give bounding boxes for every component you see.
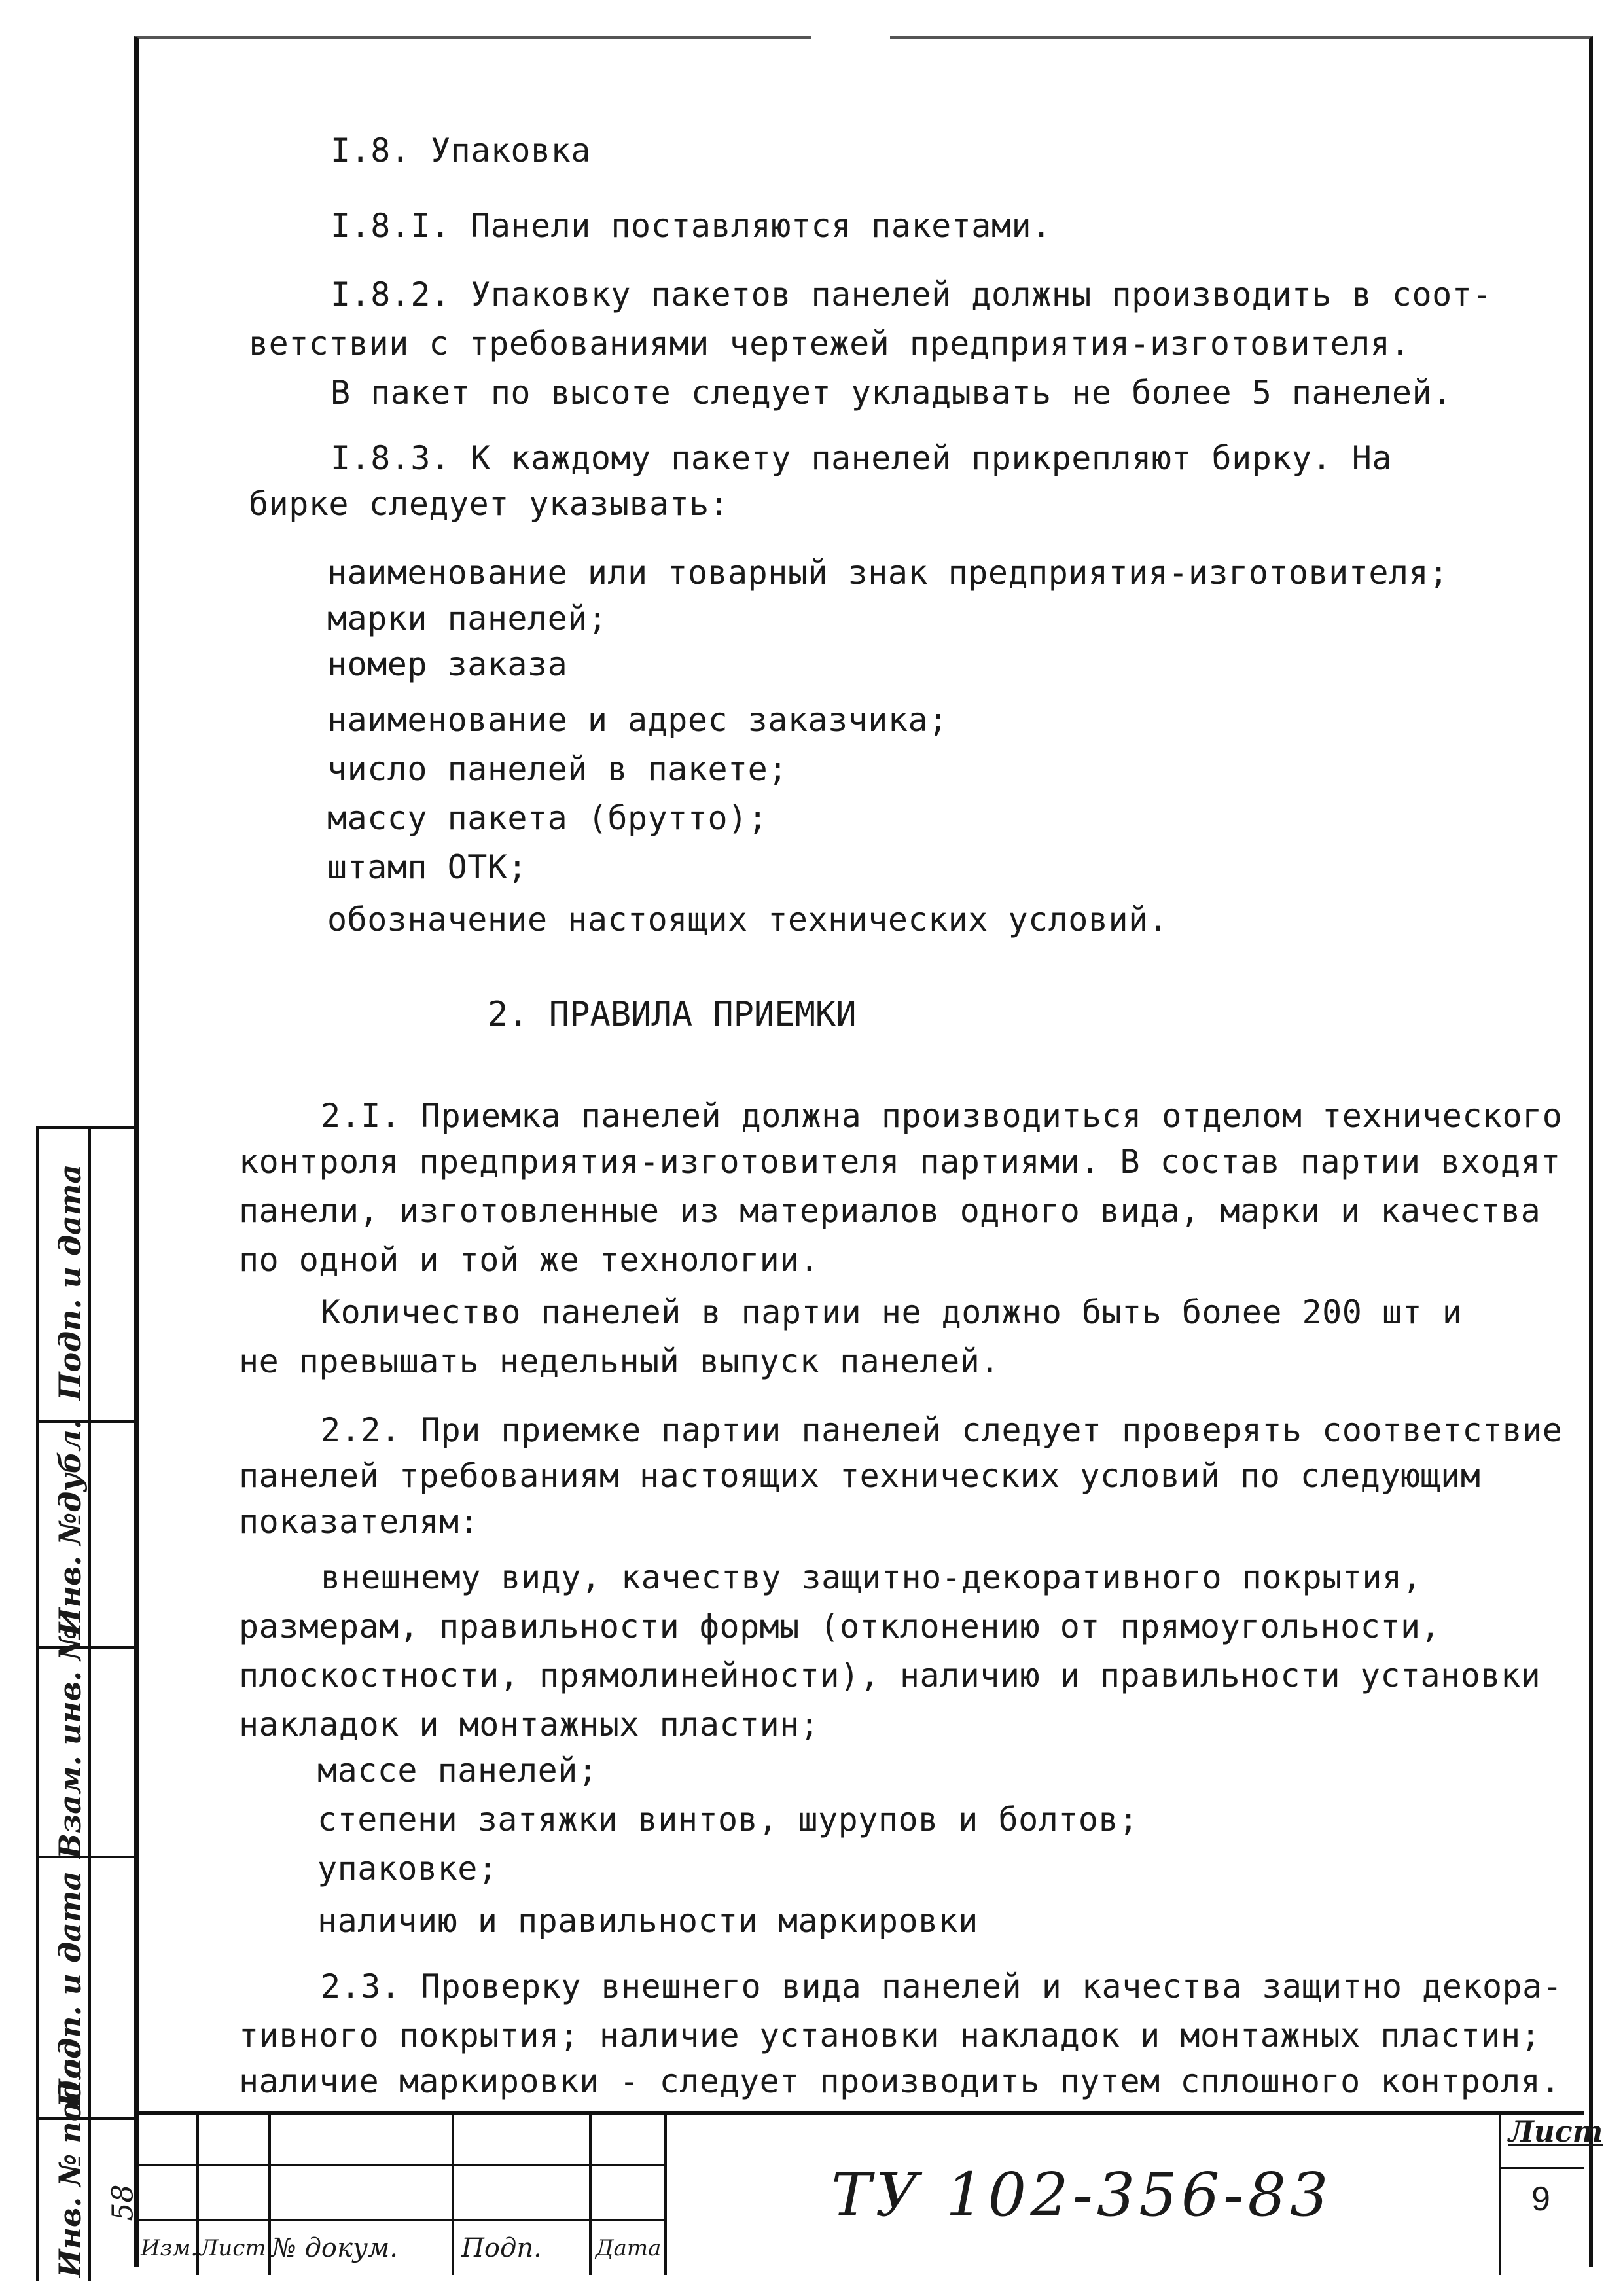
paragraph-line: панели, изготовленные из материалов одного вида, марки и качества <box>239 1192 1541 1230</box>
frame-gap <box>812 29 890 43</box>
side-label-replace-inv: Взам. инв. № <box>52 1627 88 1859</box>
list-item: наименование и адрес заказчика; <box>327 701 948 739</box>
paragraph-line: тивного покрытия; наличие установки накладок и монтажных пластин; <box>239 2017 1541 2054</box>
paragraph-line: массе панелей; <box>317 1751 598 1789</box>
side-label-dup-inv: Инв. №дубл. <box>52 1419 88 1636</box>
side-label-original-inv: Инв. № подл. <box>52 2047 88 2278</box>
paragraph-line: степени затяжки винтов, шурупов и болтов; <box>317 1801 1139 1839</box>
paragraph-line: накладок и монтажных пластин; <box>239 1706 820 1744</box>
paragraph: I.8.I. Панели поставляются пакетами. <box>330 207 1052 245</box>
list-item: число панелей в пакете; <box>327 750 788 788</box>
tb-col-line <box>268 2115 271 2275</box>
list-item: наименование или товарный знак предприятия-изготовителя; <box>327 554 1449 592</box>
paragraph-line: Количество панелей в партии не должно быть более 200 шт и <box>321 1293 1463 1331</box>
margin-divider <box>88 1129 91 2281</box>
paragraph-line: размерам, правильности формы (отклонению от прямоугольности, <box>239 1607 1441 1645</box>
tb-col-line <box>589 2115 592 2275</box>
list-item: марки панелей; <box>327 600 608 637</box>
sheet-label: Лист <box>1508 2115 1603 2149</box>
list-item: номер заказа <box>327 645 568 683</box>
paragraph: I.8.3. К каждому пакету панелей прикрепляют бирку. На <box>330 439 1392 477</box>
paragraph: I.8.2. Упаковку пакетов панелей должны производить в соот- <box>330 276 1492 314</box>
side-label-sign-date: Подп. и дата <box>52 1164 88 1401</box>
tb-col-signature: Подп. <box>461 2233 542 2263</box>
paragraph-line: не превышать недельный выпуск панелей. <box>239 1342 1000 1380</box>
paragraph-line: 2.3. Проверку внешнего вида панелей и качества защитно декора- <box>321 1967 1563 2005</box>
sheet-number: 9 <box>1531 2180 1550 2218</box>
paragraph-line: 2.2. При приемке партии панелей следует проверять соответствие <box>321 1411 1563 1449</box>
tb-col-line <box>664 2115 667 2275</box>
list-item: обозначение настоящих технических условий. <box>327 901 1169 939</box>
tb-row-line <box>1499 2167 1584 2169</box>
paragraph-line: показателям: <box>239 1503 480 1541</box>
list-item: массу пакета (брутто); <box>327 799 768 837</box>
tb-col-line <box>1499 2115 1501 2275</box>
tb-col-line <box>452 2115 454 2275</box>
section-heading-1-8: I.8. Упаковка <box>330 132 591 170</box>
section-heading-2: 2. ПРАВИЛА ПРИЕМКИ <box>488 995 857 1034</box>
tb-row-line <box>134 2164 664 2166</box>
tb-col-change: Изм. <box>141 2235 198 2261</box>
paragraph-line: наличие маркировки - следует производить путем сплошного контроля. <box>239 2062 1561 2100</box>
paragraph-line: контроля предприятия-изготовителя партиями. В состав партии входят <box>239 1143 1561 1181</box>
paragraph-line: внешнему виду, качеству защитно-декоративного покрытия, <box>321 1558 1423 1596</box>
tb-col-date: Дата <box>596 2235 662 2261</box>
paragraph-line: упаковке; <box>317 1850 498 1888</box>
paragraph-line: плоскостности, прямолинейности), наличию и правильности установки <box>239 1657 1541 1695</box>
document-code: ТУ 102-356-83 <box>831 2160 1332 2230</box>
tb-col-sheet: Лист <box>200 2235 266 2261</box>
side-label-sign-date-2: Подп. и дата <box>52 1871 88 2108</box>
paragraph: бирке следует указывать: <box>249 485 730 523</box>
paragraph-line: панелей требованиям настоящих технических условий по следующим <box>239 1457 1481 1495</box>
paragraph-line: по одной и той же технологии. <box>239 1241 820 1279</box>
list-item: штамп ОТК; <box>327 848 528 886</box>
tb-col-doc-no: № докум. <box>272 2233 398 2263</box>
inventory-number: 58 <box>106 2184 140 2221</box>
paragraph-line: наличию и правильности маркировки <box>317 1902 978 1940</box>
paragraph: ветствии с требованиями чертежей предприятия-изготовителя. <box>249 325 1410 363</box>
paragraph: В пакет по высоте следует укладывать не более 5 панелей. <box>330 374 1452 412</box>
paragraph-line: 2.I. Приемка панелей должна производиться отделом технического <box>321 1097 1563 1135</box>
tb-row-line <box>134 2219 664 2221</box>
